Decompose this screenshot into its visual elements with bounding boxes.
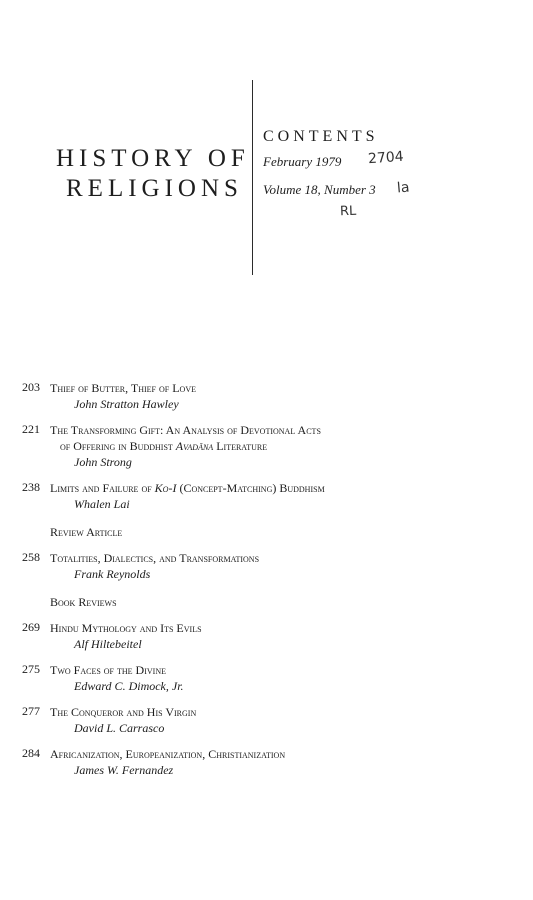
article-title: Two Faces of the Divine	[50, 663, 166, 677]
article-author: John Stratton Hawley	[74, 397, 179, 411]
article-author: John Strong	[74, 455, 132, 469]
page-number: 269	[22, 620, 40, 634]
title-text: (Concept-Matching) Buddhism	[176, 481, 325, 495]
toc-entry-275	[22, 662, 522, 694]
article-title: The Conqueror and His Virgin	[50, 705, 197, 719]
article-author: James W. Fernandez	[74, 763, 174, 777]
article-author: Alf Hiltebeitel	[74, 637, 142, 651]
handwritten-note-la: la	[396, 179, 411, 197]
page-number: 275	[22, 662, 40, 676]
article-title-line2	[50, 438, 522, 454]
article-title-line1: The Transforming Gift: An Analysis of Devotional Acts	[50, 423, 321, 437]
title-italic-term: Ko-I	[154, 481, 177, 495]
section-label-review-article: Review Article	[50, 525, 123, 539]
title-text: Limits and Failure of	[50, 481, 155, 495]
article-author: David L. Carrasco	[74, 721, 165, 735]
toc-entry-203	[22, 380, 522, 412]
page-number: 258	[22, 550, 40, 564]
toc-entry-277	[22, 704, 522, 736]
article-author: Whalen Lai	[74, 497, 130, 511]
contents-heading: CONTENTS	[263, 128, 379, 145]
issue-volume: Volume 18, Number 3	[263, 182, 376, 197]
page-number: 203	[22, 380, 40, 394]
toc-entry-258	[22, 550, 522, 582]
article-title: Africanization, Europeanization, Christianization	[50, 747, 286, 761]
page-number: 221	[22, 422, 40, 436]
article-author: Edward C. Dimock, Jr.	[74, 679, 184, 693]
section-label-book-reviews: Book Reviews	[50, 595, 117, 609]
article-author: Frank Reynolds	[74, 567, 151, 581]
handwritten-note-rl: RL	[339, 203, 357, 220]
toc-entry-238	[22, 480, 522, 512]
issue-date: February 1979	[263, 154, 342, 169]
journal-title-line1: HISTORY OF	[56, 145, 250, 172]
toc-entry-221	[22, 422, 522, 470]
table-of-contents	[22, 380, 522, 778]
header-divider-rule	[252, 80, 253, 275]
page-number: 277	[22, 704, 40, 718]
title-italic-term: Avadāna	[175, 439, 214, 453]
title-text: Literature	[213, 439, 268, 453]
page-number: 238	[22, 480, 40, 494]
article-title: Thief of Butter, Thief of Love	[50, 381, 196, 395]
article-title: Hindu Mythology and Its Evils	[50, 621, 202, 635]
journal-title	[56, 144, 252, 204]
article-title: Totalities, Dialectics, and Transformations	[50, 551, 260, 565]
handwritten-note-number: 2704	[367, 148, 405, 168]
toc-entry-269	[22, 620, 522, 652]
page-number: 284	[22, 746, 40, 760]
toc-entry-284	[22, 746, 522, 778]
title-text: of Offering in Buddhist	[60, 439, 176, 453]
journal-title-line2: RELIGIONS	[66, 175, 243, 202]
article-title	[50, 480, 522, 496]
